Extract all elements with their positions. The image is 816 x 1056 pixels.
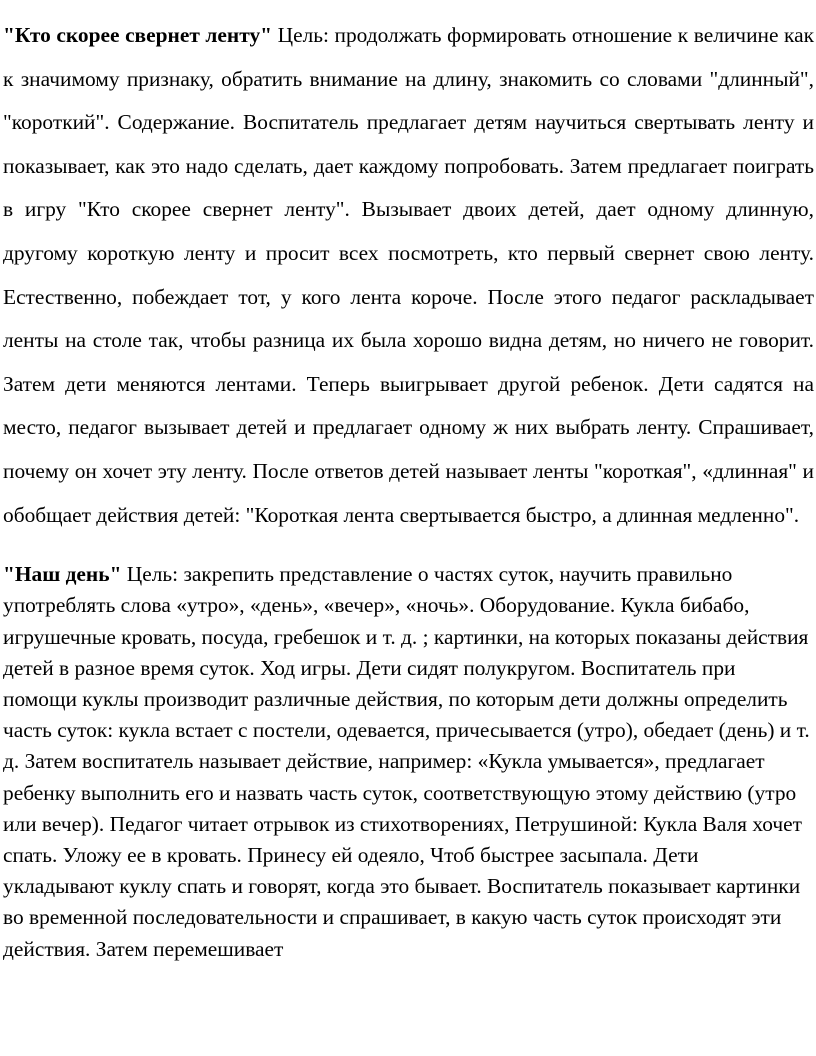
game-description-our-day <box>3 559 814 965</box>
game-title-ribbon: "Кто скорее свернет ленту" <box>3 23 273 47</box>
game-title-our-day: "Наш день" <box>3 562 122 587</box>
game-body-ribbon: Цель: продолжать формировать отношение к величине как к значимому признаку, обратить внимание на длину, знакомить со словами "длинный", "короткий". Содержание. Воспитатель предлагает детям научиться свертывать ленту и показывает, как это надо сделать, дает каждому попробовать. Затем предлагает поиграть в игру "Кто скорее свернет ленту". Вызывает двоих детей, дает одному длинную, другому короткую ленту и просит всех посмотреть, кто первый свернет свою ленту. Естественно, побеждает тот, у кого лента короче. После этого педагог раскладывает ленты на столе так, чтобы разница их была хорошо видна детям, но ничего не говорит. Затем дети меняются лентами. Теперь выигрывает другой ребенок. Дети садятся на место, педагог вызывает детей и предлагает одному ж них выбрать ленту. Спрашивает, почему он хочет эту ленту. После ответов детей называет ленты "короткая", «длинная" и обобщает действия детей: "Короткая лента свертывается быстро, а длинная медленно". <box>3 23 814 527</box>
game-body-our-day: Цель: закрепить представление о частях суток, научить правильно употреблять слова «утро», «день», «вечер», «ночь». Оборудование. Кукла бибабо, игрушечные кровать, посуда, гребешок и т. д. ; картинки, на которых показаны действия детей в разное время суток. Ход игры. Дети сидят полукругом. Воспитатель при помощи куклы производит различные действия, по которым дети должны определить часть суток: кукла встает с постели, одевается, причесывается (утро), обедает (день) и т. д. Затем воспитатель называет действие, например: «Кукла умывается», предлагает ребенку выполнить его и назвать часть суток, соответствующую этому действию (утро или вечер). Педагог читает отрывок из стихотворениях, Петрушиной: Кукла Валя хочет спать. Уложу ее в кровать. Принесу ей одеяло, Чтоб быстрее засыпала. Дети укладывают куклу спать и говорят, когда это бывает. Воспитатель показывает картинки во временной последовательности и спрашивает, в какую часть суток происходят эти действия. Затем перемешивает <box>3 562 810 961</box>
game-description-ribbon <box>3 0 814 537</box>
